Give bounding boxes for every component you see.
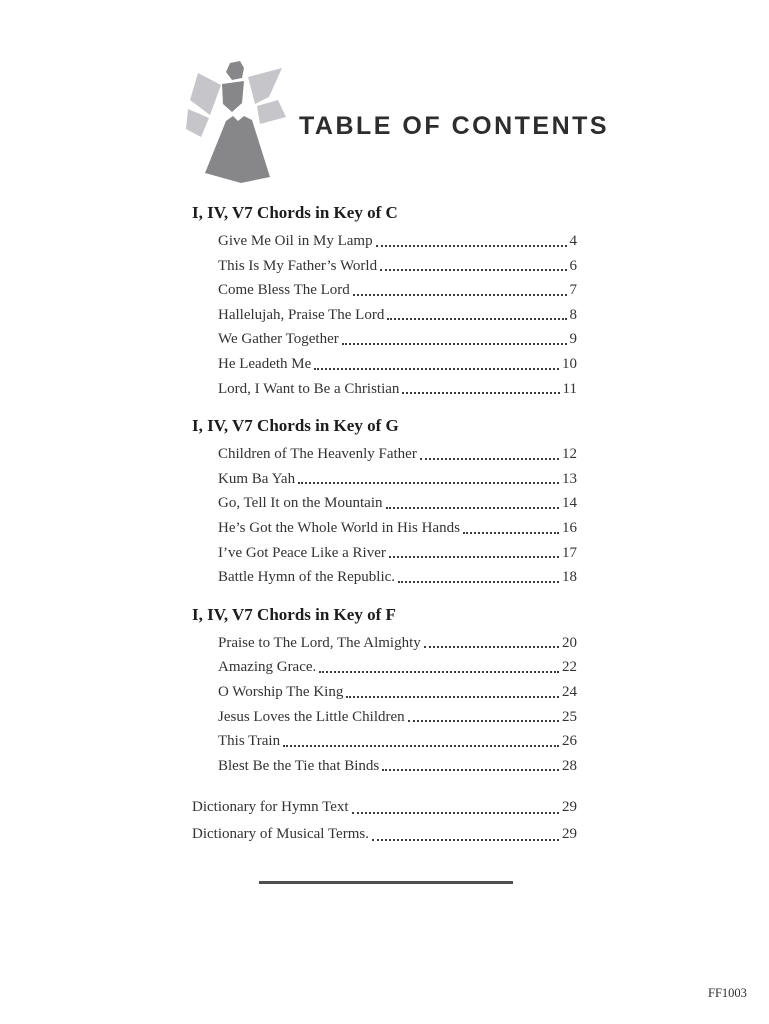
toc-entry-page: 7 xyxy=(569,282,577,299)
dotted-leader xyxy=(319,671,559,673)
toc-entry xyxy=(218,467,577,492)
toc-entry xyxy=(218,541,577,566)
dotted-leader xyxy=(424,646,559,648)
toc-entry-page: 24 xyxy=(562,683,577,700)
toc-entry-page: 6 xyxy=(569,257,577,274)
dotted-leader xyxy=(283,745,559,747)
toc-entry xyxy=(218,655,577,680)
toc-entry xyxy=(218,516,577,541)
toc-entry xyxy=(218,327,577,352)
toc-entry-title: He Leadeth Me xyxy=(218,355,312,372)
toc-entry-title: Come Bless The Lord xyxy=(218,282,350,299)
toc-entry-page: 18 xyxy=(562,569,577,586)
toc-entry-title: Kum Ba Yah xyxy=(218,470,296,487)
toc-entry xyxy=(218,680,577,705)
toc-entry xyxy=(218,303,577,328)
toc-entry xyxy=(192,821,577,848)
section-entries xyxy=(192,631,577,779)
toc-section xyxy=(192,415,577,590)
toc-entry-page: 28 xyxy=(562,757,577,774)
toc-list xyxy=(192,202,577,848)
toc-entry-page: 13 xyxy=(562,470,577,487)
dotted-leader xyxy=(352,812,559,814)
toc-entry-title: Blest Be the Tie that Binds xyxy=(218,757,380,774)
dotted-leader xyxy=(387,318,566,320)
toc-entry-title: Jesus Loves the Little Children xyxy=(218,708,405,725)
dotted-leader xyxy=(353,294,567,296)
toc-entry-page: 8 xyxy=(569,306,577,323)
dotted-leader xyxy=(342,343,567,345)
toc-entry-title: O Worship The King xyxy=(218,683,344,700)
toc-entry-title: Give Me Oil in My Lamp xyxy=(218,233,373,249)
toc-entry-title: He’s Got the Whole World in His Hands xyxy=(218,519,460,536)
plate-number: FF1003 xyxy=(708,986,747,1000)
toc-entry-title: Dictionary for Hymn Text xyxy=(192,799,349,816)
dotted-leader xyxy=(376,245,567,247)
toc-entry xyxy=(218,705,577,730)
toc-entry-title: I’ve Got Peace Like a River xyxy=(218,544,386,561)
dotted-leader xyxy=(408,720,559,722)
dotted-leader xyxy=(380,269,566,271)
toc-entry-page: 4 xyxy=(569,233,577,249)
toc-entry-title: Dictionary of Musical Terms. xyxy=(192,826,369,843)
dotted-leader xyxy=(463,532,559,534)
toc-entry xyxy=(218,229,577,254)
toc-sections xyxy=(192,202,577,778)
toc-entry-page: 14 xyxy=(562,495,577,512)
toc-entry-page: 17 xyxy=(562,544,577,561)
toc-entry-page: 11 xyxy=(562,380,577,397)
toc-entry-page: 22 xyxy=(562,659,577,676)
section-heading: I, IV, V7 Chords in Key of G xyxy=(192,416,399,436)
dotted-leader xyxy=(372,839,559,841)
toc-entry-title: Go, Tell It on the Mountain xyxy=(218,495,383,512)
toc-entry-title: Amazing Grace. xyxy=(218,659,317,676)
section-entries xyxy=(192,229,577,401)
dotted-leader xyxy=(420,458,559,460)
toc-entry-page: 10 xyxy=(562,355,577,372)
toc-entry-page: 9 xyxy=(569,331,577,348)
section-entries xyxy=(192,442,577,590)
toc-entry-title: Praise to The Lord, The Almighty xyxy=(218,634,421,651)
toc-footer-entries xyxy=(192,794,577,848)
toc-entry-title: We Gather Together xyxy=(218,331,339,348)
dotted-leader xyxy=(314,368,559,370)
toc-entry xyxy=(218,754,577,779)
toc-entry xyxy=(218,352,577,377)
dotted-leader xyxy=(382,769,559,771)
toc-entry-page: 16 xyxy=(562,519,577,536)
dotted-leader xyxy=(298,482,559,484)
section-heading: I, IV, V7 Chords in Key of F xyxy=(192,604,396,624)
page-title: TABLE OF CONTENTS xyxy=(299,112,610,140)
dotted-leader xyxy=(389,556,559,558)
toc-entry-title: Battle Hymn of the Republic. xyxy=(218,569,396,586)
toc-entry-page: 20 xyxy=(562,634,577,651)
toc-entry xyxy=(218,729,577,754)
toc-entry-page: 26 xyxy=(562,733,577,750)
toc-entry-title: This Is My Father’s World xyxy=(218,257,378,274)
toc-entry xyxy=(218,254,577,279)
toc-entry-title: Children of The Heavenly Father xyxy=(218,446,417,463)
toc-entry xyxy=(218,631,577,656)
dotted-leader xyxy=(346,696,559,698)
toc-section xyxy=(192,202,577,401)
toc-entry xyxy=(218,442,577,467)
dotted-leader xyxy=(402,392,559,394)
toc-entry-title: This Train xyxy=(218,733,281,750)
section-heading: I, IV, V7 Chords in Key of C xyxy=(192,203,398,222)
toc-entry-page: 29 xyxy=(562,826,577,843)
angel-figure-logo xyxy=(186,58,296,190)
toc-entry-page: 25 xyxy=(562,708,577,725)
dotted-leader xyxy=(386,507,560,509)
toc-entry xyxy=(218,278,577,303)
toc-entry-title: Lord, I Want to Be a Christian xyxy=(218,380,400,397)
toc-entry-page: 29 xyxy=(562,799,577,816)
dotted-leader xyxy=(398,581,559,583)
angel-logo-graphic xyxy=(186,58,296,190)
toc-entry-title: Hallelujah, Praise The Lord xyxy=(218,306,385,323)
bottom-rule xyxy=(259,881,513,884)
toc-entry xyxy=(218,377,577,402)
toc-section xyxy=(192,604,577,779)
toc-entry xyxy=(218,491,577,516)
toc-entry xyxy=(218,565,577,590)
toc-entry-page: 12 xyxy=(562,446,577,463)
toc-entry xyxy=(192,794,577,821)
